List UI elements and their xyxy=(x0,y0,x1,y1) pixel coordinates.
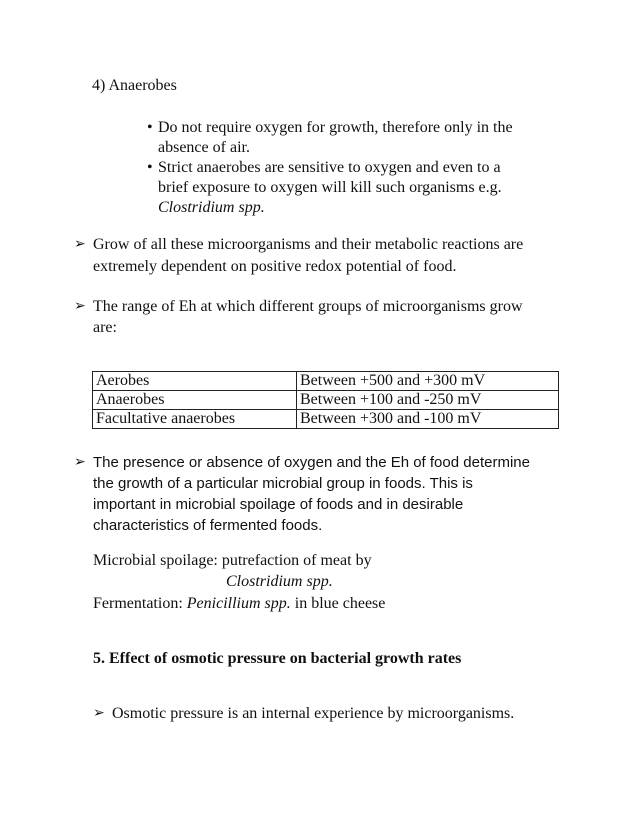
bullet-2-line-1: Strict anaerobes are sensitive to oxygen and even to a xyxy=(158,159,501,176)
arrow-bullet-icon: ➢ xyxy=(93,705,105,721)
bullet-dot: • xyxy=(147,119,153,136)
para-3-line-2: the growth of a particular microbial group in foods. This is xyxy=(93,475,473,492)
section-5-bullet: Osmotic pressure is an internal experience by microorganisms. xyxy=(112,705,515,722)
table-cell: Anaerobes xyxy=(93,391,297,410)
table-row xyxy=(93,410,559,429)
section-5-heading: 5. Effect of osmotic pressure on bacterial growth rates xyxy=(93,650,462,667)
arrow-bullet-icon: ➢ xyxy=(74,236,86,252)
para-3-line-1: The presence or absence of oxygen and the Eh of food determine xyxy=(93,454,530,471)
para-3-line-3: important in microbial spoilage of foods and in desirable xyxy=(93,496,464,513)
para-1-line-1: Grow of all these microorganisms and their metabolic reactions are xyxy=(93,236,524,253)
para-3-line-4: characteristics of fermented foods. xyxy=(93,517,323,534)
eh-table xyxy=(92,371,559,429)
arrow-bullet-icon: ➢ xyxy=(74,298,86,314)
bullet-2-line-2: brief exposure to oxygen will kill such organisms e.g. xyxy=(158,179,502,196)
table-cell: Between +100 and -250 mV xyxy=(297,391,559,410)
table-cell: Aerobes xyxy=(93,372,297,391)
section-4-heading: 4) Anaerobes xyxy=(92,77,177,94)
fermentation-example: Fermentation: Penicillium spp. in blue cheese xyxy=(93,595,386,612)
spoilage-example: Microbial spoilage: putrefaction of meat by xyxy=(93,552,372,569)
spoilage-organism: Clostridium spp. xyxy=(226,573,333,590)
table-cell: Between +500 and +300 mV xyxy=(297,372,559,391)
arrow-bullet-icon: ➢ xyxy=(74,454,86,470)
table-cell: Facultative anaerobes xyxy=(93,410,297,429)
table-row xyxy=(93,372,559,391)
para-1-line-2: extremely dependent on positive redox potential of food. xyxy=(93,258,457,275)
para-2-line-2: are: xyxy=(93,319,117,336)
bullet-1-line-2: absence of air. xyxy=(158,139,250,156)
bullet-2-line-3: Clostridium spp. xyxy=(158,199,265,216)
bullet-1-line-1: Do not require oxygen for growth, therefore only in the xyxy=(158,119,513,136)
table-row xyxy=(93,391,559,410)
para-2-line-1: The range of Eh at which different groups of microorganisms grow xyxy=(93,298,523,315)
table-cell: Between +300 and -100 mV xyxy=(297,410,559,429)
bullet-dot: • xyxy=(147,159,153,176)
